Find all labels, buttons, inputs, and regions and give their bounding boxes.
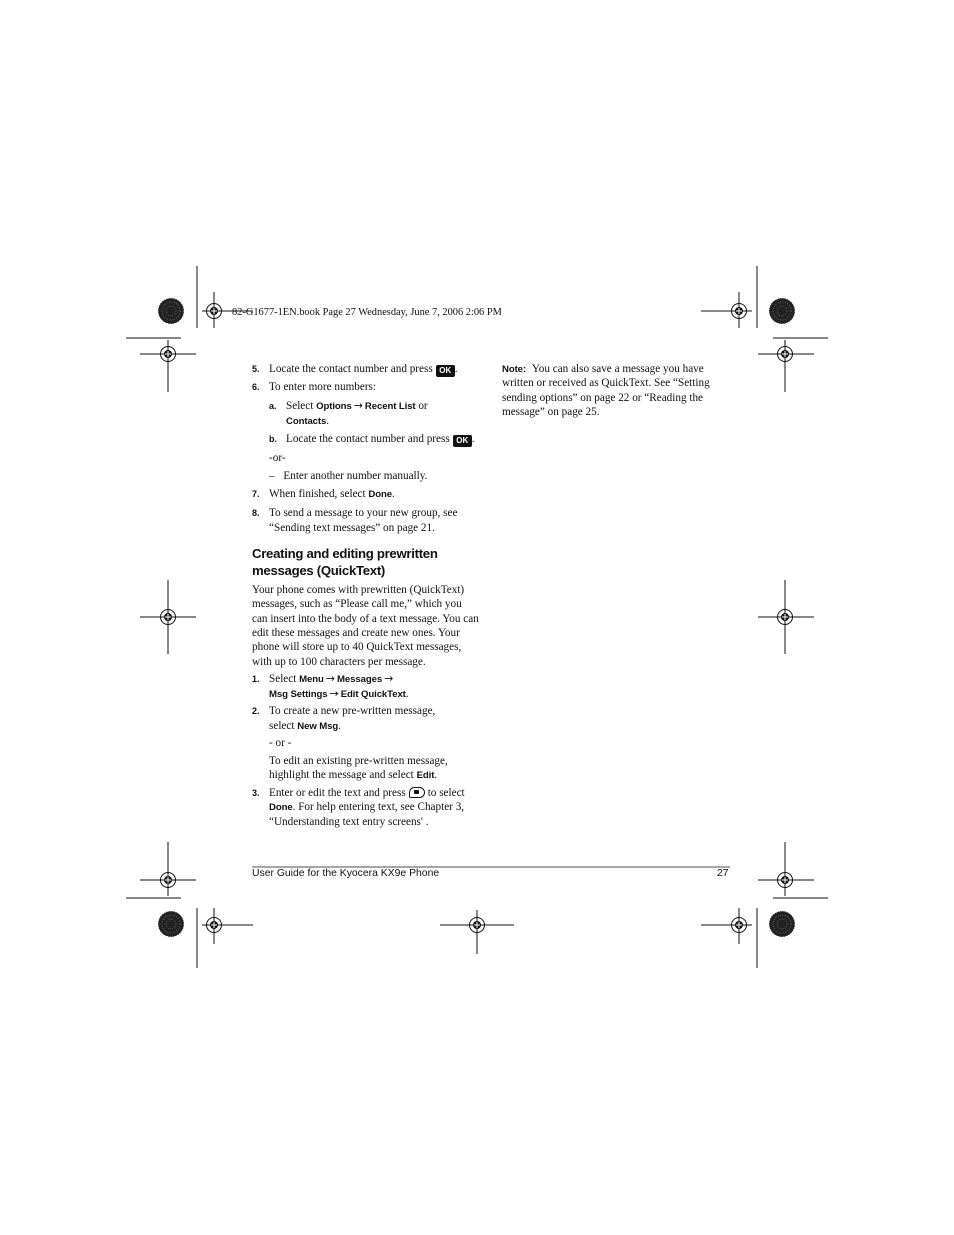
- step-6: To enter more numbers:: [269, 381, 377, 393]
- note-label: Note:: [502, 364, 527, 375]
- right-arrow-icon: →: [325, 672, 336, 685]
- substep-letter: a.: [269, 401, 277, 411]
- right-arrow-icon: →: [353, 399, 363, 412]
- or-separator: -or-: [269, 452, 286, 464]
- step-6a: Select Options → Recent List or: [286, 399, 428, 412]
- step-6b: Locate the contact number and press OK .: [286, 433, 475, 445]
- intro-line: messages, such as “Please call me,” which you: [252, 598, 462, 610]
- menu-option: Options: [316, 401, 352, 412]
- menu-option: Edit QuickText: [340, 689, 406, 700]
- quicktext-step-1-cont: Msg Settings → Edit QuickText.: [269, 687, 409, 700]
- menu-option: Menu: [299, 674, 324, 685]
- menu-option: Recent List: [364, 401, 416, 412]
- intro-line: Your phone comes with prewritten (QuickText): [252, 584, 465, 596]
- ok-key-icon: OK: [436, 365, 455, 377]
- note-line2: written or received as QuickText. See “Setting: [502, 377, 710, 389]
- step-number: 6.: [252, 382, 260, 392]
- section-heading-line2: messages (QuickText): [252, 563, 386, 578]
- right-arrow-icon: →: [384, 672, 394, 685]
- ok-key-icon: OK: [453, 435, 472, 447]
- dash-item: – Enter another number manually.: [269, 470, 428, 482]
- menu-option: Messages: [337, 674, 383, 685]
- step-number: 2.: [252, 706, 260, 716]
- step-number: 7.: [252, 489, 260, 499]
- quicktext-step-2b: To edit an existing pre-written message,: [269, 755, 448, 767]
- menu-option: Contacts: [286, 416, 327, 427]
- menu-option: Edit: [416, 770, 435, 781]
- quicktext-step-3: Enter or edit the text and press to select: [269, 787, 465, 799]
- step-5: Locate the contact number and press OK .: [269, 363, 458, 375]
- substep-letter: b.: [269, 434, 277, 444]
- step-8-line1: To send a message to your new group, see: [269, 507, 458, 519]
- step-number: 1.: [252, 674, 260, 684]
- step-number: 5.: [252, 364, 260, 374]
- quicktext-step-3-cont: Done. For help entering text, see Chapter 3,: [269, 801, 465, 813]
- menu-option: New Msg: [297, 721, 339, 732]
- select-key-icon: [409, 787, 425, 798]
- or-separator: - or -: [269, 737, 292, 749]
- intro-line: edit these messages and create new ones. Your: [252, 627, 460, 639]
- color-bar-mark: [158, 298, 184, 324]
- step-number: 8.: [252, 508, 260, 518]
- quicktext-step-3-line3: “Understanding text entry screens' .: [269, 816, 429, 828]
- menu-option: Msg Settings: [269, 689, 328, 700]
- quicktext-step-1: Select Menu → Messages →: [269, 672, 394, 685]
- quicktext-step-2-cont: select New Msg.: [269, 720, 341, 732]
- page-number: 27: [717, 868, 729, 879]
- step-6a-cont: Contacts.: [286, 415, 330, 427]
- print-header: 82-G1677-1EN.book Page 27 Wednesday, June 7, 2006 2:06 PM: [232, 307, 502, 318]
- intro-line: with up to 100 characters per message.: [252, 656, 426, 668]
- right-arrow-icon: →: [329, 687, 339, 700]
- footer-title: User Guide for the Kyocera KX9e Phone: [252, 868, 440, 879]
- intro-line: phone will store up to 40 QuickText messages,: [252, 641, 462, 653]
- menu-option: Done: [368, 489, 393, 500]
- quicktext-step-2b-cont: highlight the message and select Edit.: [269, 769, 438, 781]
- step-8-line2: “Sending text messages” on page 21.: [269, 522, 435, 534]
- intro-line: can insert into the body of a text message. You can: [252, 613, 479, 625]
- step-number: 3.: [252, 788, 260, 798]
- section-heading-line1: Creating and editing prewritten: [252, 546, 438, 561]
- note-line1: Note: You can also save a message you have: [502, 363, 704, 375]
- quicktext-step-2: To create a new pre-written message,: [269, 705, 436, 717]
- note-line4: message” on page 25.: [502, 406, 600, 418]
- note-line3: sending options” on page 22 or “Reading the: [502, 392, 704, 404]
- menu-option: Done: [269, 802, 293, 813]
- step-7: When finished, select Done.: [269, 488, 395, 500]
